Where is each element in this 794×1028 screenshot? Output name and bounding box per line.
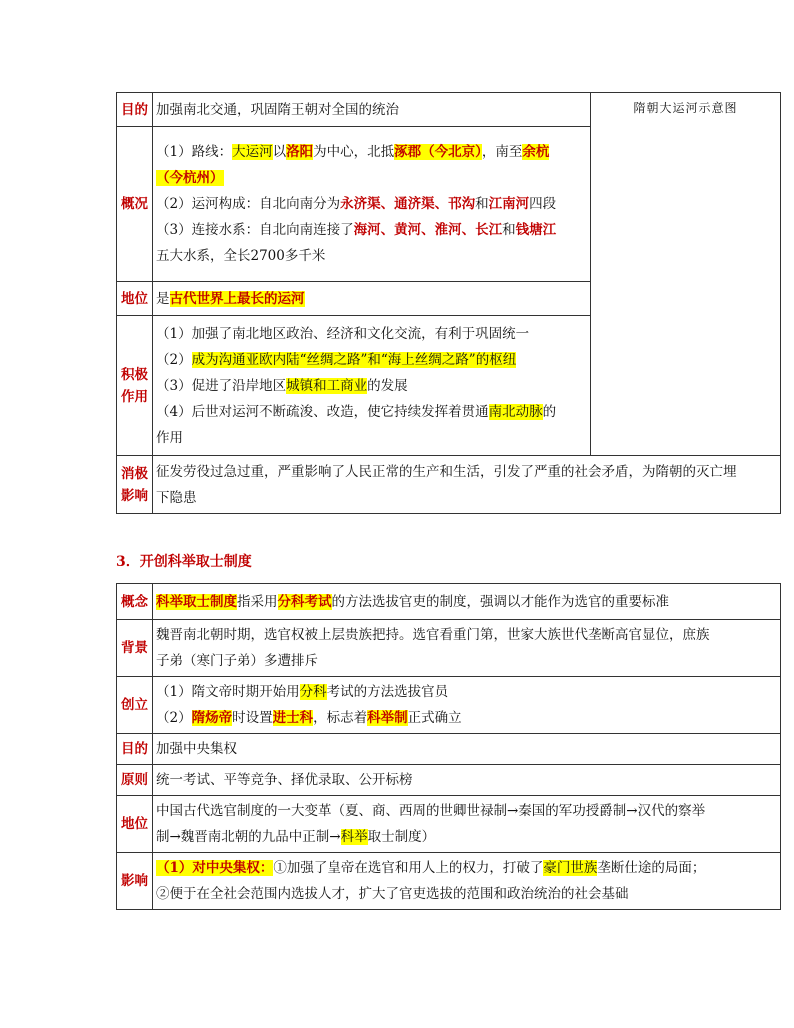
keju-concept-content — [153, 584, 781, 620]
positive-point-3-a: （3）促进了沿岸地区 — [156, 377, 287, 394]
canal-purpose-text: 加强南北交通，巩固隋王朝对全国的统治 — [153, 93, 591, 127]
influence-heading: （1）对中央集权： — [156, 860, 274, 876]
composition-and: 和 — [475, 196, 489, 212]
keju-principle-row — [117, 765, 781, 796]
keju-creation-label: 创立 — [117, 677, 153, 734]
keju-status-content — [153, 796, 781, 853]
canal-map-caption: 隋朝大运河示意图 — [591, 93, 781, 456]
canal-negative-label — [117, 456, 153, 514]
negative-label-2: 影响 — [121, 487, 148, 504]
concept-b: 指采用 — [237, 593, 278, 610]
composition-jiangnan: 江南河 — [488, 196, 530, 212]
keju-purpose-text: 加强中央集权 — [153, 734, 781, 765]
keju-creation-row — [117, 677, 781, 734]
creation-1-fenke: 分科 — [299, 684, 327, 700]
canal-status-content — [153, 282, 591, 316]
route-yuhang: 余杭 — [522, 144, 550, 160]
negative-line-2: 下隐患 — [156, 489, 197, 506]
concept-keju: 科举取士制度 — [156, 593, 237, 610]
waters-rivers: 海河、黄河、淮河、长江 — [353, 222, 503, 238]
negative-label-1: 消极 — [121, 465, 148, 482]
canal-overview-content — [153, 127, 591, 282]
positive-point-4-a: （4）后世对运河不断疏浚、改造，使它持续发挥着贯通 — [156, 403, 489, 420]
composition-suffix: 四段 — [529, 196, 557, 212]
route-south: ，南至 — [481, 144, 523, 160]
keju-creation-content — [153, 677, 781, 734]
keju-table — [116, 583, 781, 910]
keju-background-label: 背景 — [117, 620, 153, 677]
influence-1-d: 垄断仕途的局面； — [597, 860, 706, 876]
positive-point-3-b: 城镇和工商业 — [286, 377, 368, 394]
creation-2-a: （2） — [156, 710, 192, 726]
background-line-2: 子弟（寒门子弟）多遭排斥 — [156, 653, 318, 669]
canal-purpose-label: 目的 — [117, 93, 153, 127]
concept-fenke: 分科考试 — [277, 593, 332, 610]
keju-status-row — [117, 796, 781, 853]
keju-status-line-2-keju: 科举 — [340, 829, 368, 845]
keju-principle-text: 统一考试、平等竞争、择优录取、公开标榜 — [153, 765, 781, 796]
keju-influence-label: 影响 — [117, 853, 153, 910]
creation-2-g: 正式确立 — [407, 710, 462, 726]
route-north: 为中心，北抵 — [313, 144, 395, 160]
keju-purpose-label: 目的 — [117, 734, 153, 765]
canal-overview-label: 概况 — [117, 127, 153, 282]
status-longest: 古代世界上最长的运河 — [169, 290, 305, 307]
positive-point-1: （1）加强了南北地区政治、经济和文化交流，有利于巩固统一 — [156, 325, 530, 342]
canal-positive-content — [153, 316, 591, 456]
creation-1-a: （1）隋文帝时期开始用 — [156, 684, 300, 700]
background-line-1: 魏晋南北朝时期，选官权被上层贵族把持。选官看重门第，世家大族世代垄断高官显位，庶族 — [156, 627, 710, 643]
canal-status-label: 地位 — [117, 282, 153, 316]
influence-1-b: ①加强了皇帝在选官和用人上的权力，打破了 — [273, 860, 544, 876]
waters-qiantang: 钱塘江 — [515, 222, 557, 238]
route-zhuojun: 涿郡（今北京） — [394, 144, 482, 160]
canal-positive-label — [117, 316, 153, 456]
creation-2-c: 时设置 — [232, 710, 273, 726]
status-is: 是 — [156, 290, 170, 307]
canal-purpose-row — [117, 93, 781, 127]
waters-suffix: 五大水系，全长2700多千米 — [156, 248, 326, 264]
keju-concept-label: 概念 — [117, 584, 153, 620]
positive-point-2-text: 成为沟通亚欧内陆“丝绸之路”和“海上丝绸之路”的枢纽 — [191, 351, 517, 368]
keju-background-row — [117, 620, 781, 677]
keju-status-label: 地位 — [117, 796, 153, 853]
keju-influence-content — [153, 853, 781, 910]
keju-influence-row — [117, 853, 781, 910]
route-prefix: （1）路线： — [156, 144, 233, 160]
creation-2-yangdi: 隋炀帝 — [191, 710, 233, 726]
influence-1-haomen: 豪门世族 — [543, 860, 598, 876]
keju-purpose-row — [117, 734, 781, 765]
waters-prefix: （3）连接水系：自北向南连接了 — [156, 222, 354, 238]
route-hangzhou: （今杭州） — [156, 170, 224, 186]
keju-status-line-1: 中国古代选官制度的一大变革（夏、商、西周的世卿世禄制→秦国的军功授爵制→汉代的察举 — [156, 803, 706, 819]
keju-background-content — [153, 620, 781, 677]
keju-status-line-2-a: 制→魏晋南北朝的九品中正制→ — [156, 829, 341, 845]
canal-negative-content — [153, 456, 781, 514]
positive-point-4-b: 南北动脉 — [488, 403, 543, 420]
canal-negative-row — [117, 456, 781, 514]
keju-status-line-2-c: 取士制度） — [367, 829, 436, 845]
route-luoyang: 洛阳 — [286, 144, 314, 160]
concept-d: 的方法选拔官吏的制度，强调以才能作为选官的重要标准 — [331, 593, 669, 610]
positive-point-3-c: 的发展 — [367, 377, 408, 394]
grand-canal-table — [116, 92, 781, 514]
creation-2-jinshi: 进士科 — [272, 710, 314, 726]
creation-1-c: 考试的方法选拔官员 — [326, 684, 449, 700]
positive-point-4-d: 作用 — [156, 429, 183, 446]
section-heading-keju: 3．开创科举取士制度 — [116, 554, 252, 570]
positive-label-1: 积极 — [121, 366, 148, 383]
keju-principle-label: 原则 — [117, 765, 153, 796]
positive-point-2-num: （2） — [156, 351, 192, 368]
waters-and: 和 — [502, 222, 516, 238]
composition-canals: 永济渠、通济渠、邗沟 — [340, 196, 476, 212]
creation-2-e: ，标志着 — [313, 710, 368, 726]
creation-2-keju: 科举制 — [367, 710, 408, 726]
route-canal: 大运河 — [232, 144, 273, 160]
route-yi: 以 — [272, 144, 287, 160]
positive-label-2: 作用 — [121, 388, 148, 405]
positive-point-4-c: 的 — [542, 403, 557, 420]
influence-2: ②便于在全社会范围内选拔人才，扩大了官吏选拔的范围和政治统治的社会基础 — [156, 886, 629, 902]
composition-prefix: （2）运河构成：自北向南分为 — [156, 196, 341, 212]
negative-line-1: 征发劳役过急过重，严重影响了人民正常的生产和生活，引发了严重的社会矛盾，为隋朝的灭亡埋 — [156, 463, 737, 480]
keju-concept-row — [117, 584, 781, 620]
